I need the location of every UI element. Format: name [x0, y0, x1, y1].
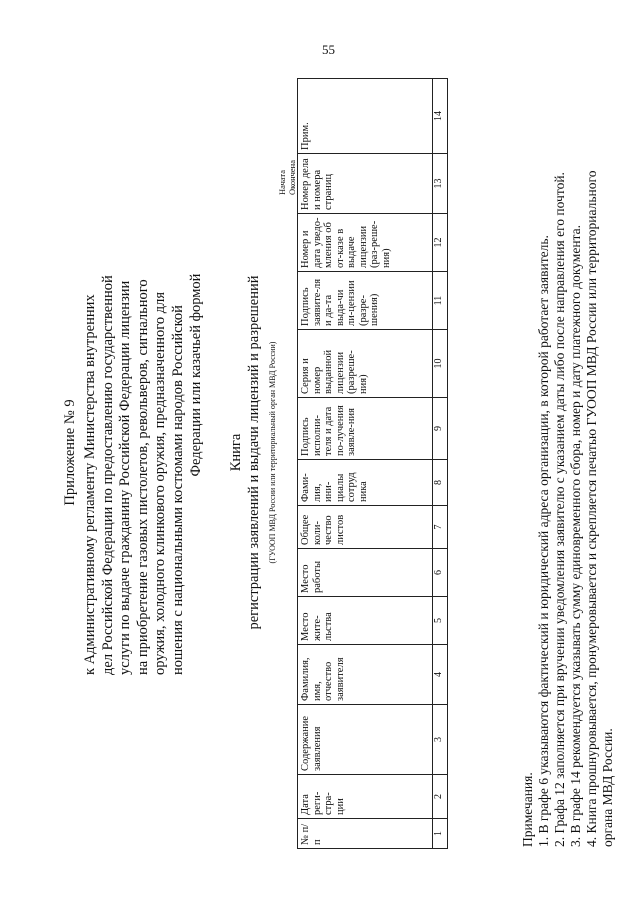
- appendix-title: Приложение № 9: [62, 399, 78, 506]
- column-header: Общее коли-чество листов: [298, 506, 433, 549]
- column-header: Фами-лия, ини-циалы сотруд ника: [298, 460, 433, 506]
- column-header: Подпись заявите-ля и да-та выда-чи ли-цензии (разре-шения): [298, 272, 433, 330]
- column-header: Место работы: [298, 549, 433, 597]
- appendix-reference: [82, 75, 205, 675]
- column-number: 13: [433, 154, 448, 214]
- column-header: № п/п: [298, 819, 433, 849]
- note-item: органа МВД России.: [600, 728, 615, 847]
- column-number: 5: [433, 597, 448, 645]
- appendix-line: ношения с национальными костюмами народов Российской: [169, 305, 186, 675]
- note-item: 1. В графе 6 указываются фактический и юридический адреса организации, в которой работает заявитель.: [536, 235, 551, 847]
- start-end-labels: [277, 160, 297, 195]
- column-header: Номер дела и номера страниц: [298, 154, 433, 214]
- column-number: 8: [433, 460, 448, 506]
- finished-label: Окончена: [287, 159, 297, 195]
- registration-table: [297, 78, 448, 849]
- note-item: 2. Графа 12 заполняется при вручении уведомления заявителю с указанием даты либо после направления его почтой.: [552, 172, 567, 847]
- column-number-row: [433, 79, 448, 849]
- table-header-row: [298, 79, 433, 849]
- column-header: Номер и дата уведо-мления об от-казе в выдаче лицензии (раз-реше-ния): [298, 214, 433, 272]
- notes-section: [520, 27, 616, 847]
- page-number: 55: [322, 42, 335, 57]
- column-number: 3: [433, 705, 448, 775]
- column-header: Прим.: [298, 79, 433, 154]
- column-header: Место жите-льства: [298, 597, 433, 645]
- note-item: 4. Книга прошнуровывается, пронумеровывается и скрепляется печатью ГУООП МВД России или территориального: [584, 170, 599, 847]
- column-number: 2: [433, 775, 448, 819]
- note-item: 3. В графе 14 рекомендуется указывать сумму единовременного сбора, номер и дату платежного документа.: [568, 225, 583, 847]
- column-number: 12: [433, 214, 448, 272]
- column-number: 10: [433, 330, 448, 398]
- column-number: 6: [433, 549, 448, 597]
- appendix-line: дел Российской Федерации по предоставлению государственной: [99, 275, 116, 675]
- column-number: 11: [433, 272, 448, 330]
- column-header: Подпись исполни-теля и дата по-лучения заявле-ния: [298, 398, 433, 460]
- started-label: Начата: [277, 170, 287, 195]
- book-subtitle: регистрации заявлений и выдачи лицензий и разрешений: [246, 275, 262, 630]
- appendix-line: Федерации или казачьей формой: [187, 273, 204, 477]
- column-number: 1: [433, 819, 448, 849]
- appendix-line: к Административному регламенту Министерства внутренних: [82, 294, 98, 675]
- column-header: Серия и номер выданной лицензии (разреше-ния): [298, 330, 433, 398]
- column-number: 9: [433, 398, 448, 460]
- column-header: Содержание заявления: [298, 705, 433, 775]
- column-header: Фамилия, имя, отчество заявителя: [298, 645, 433, 705]
- appendix-line: на приобретение газовых пистолетов, револьверов, сигнального: [134, 279, 151, 675]
- column-number: 14: [433, 79, 448, 154]
- column-number: 4: [433, 645, 448, 705]
- notes-heading: Примечания.: [520, 772, 535, 847]
- book-title: Книга: [228, 433, 244, 472]
- appendix-line: услуги по выдаче гражданину Российской Федерации лицензии: [117, 280, 134, 675]
- appendix-line: оружия, холодного клинкового оружия, предназначенного для: [152, 291, 169, 675]
- column-number: 7: [433, 506, 448, 549]
- column-header: Дата реги-стра-ции: [298, 775, 433, 819]
- authority-note: (ГУООП МВД России или территориальный орган МВД России): [268, 341, 277, 564]
